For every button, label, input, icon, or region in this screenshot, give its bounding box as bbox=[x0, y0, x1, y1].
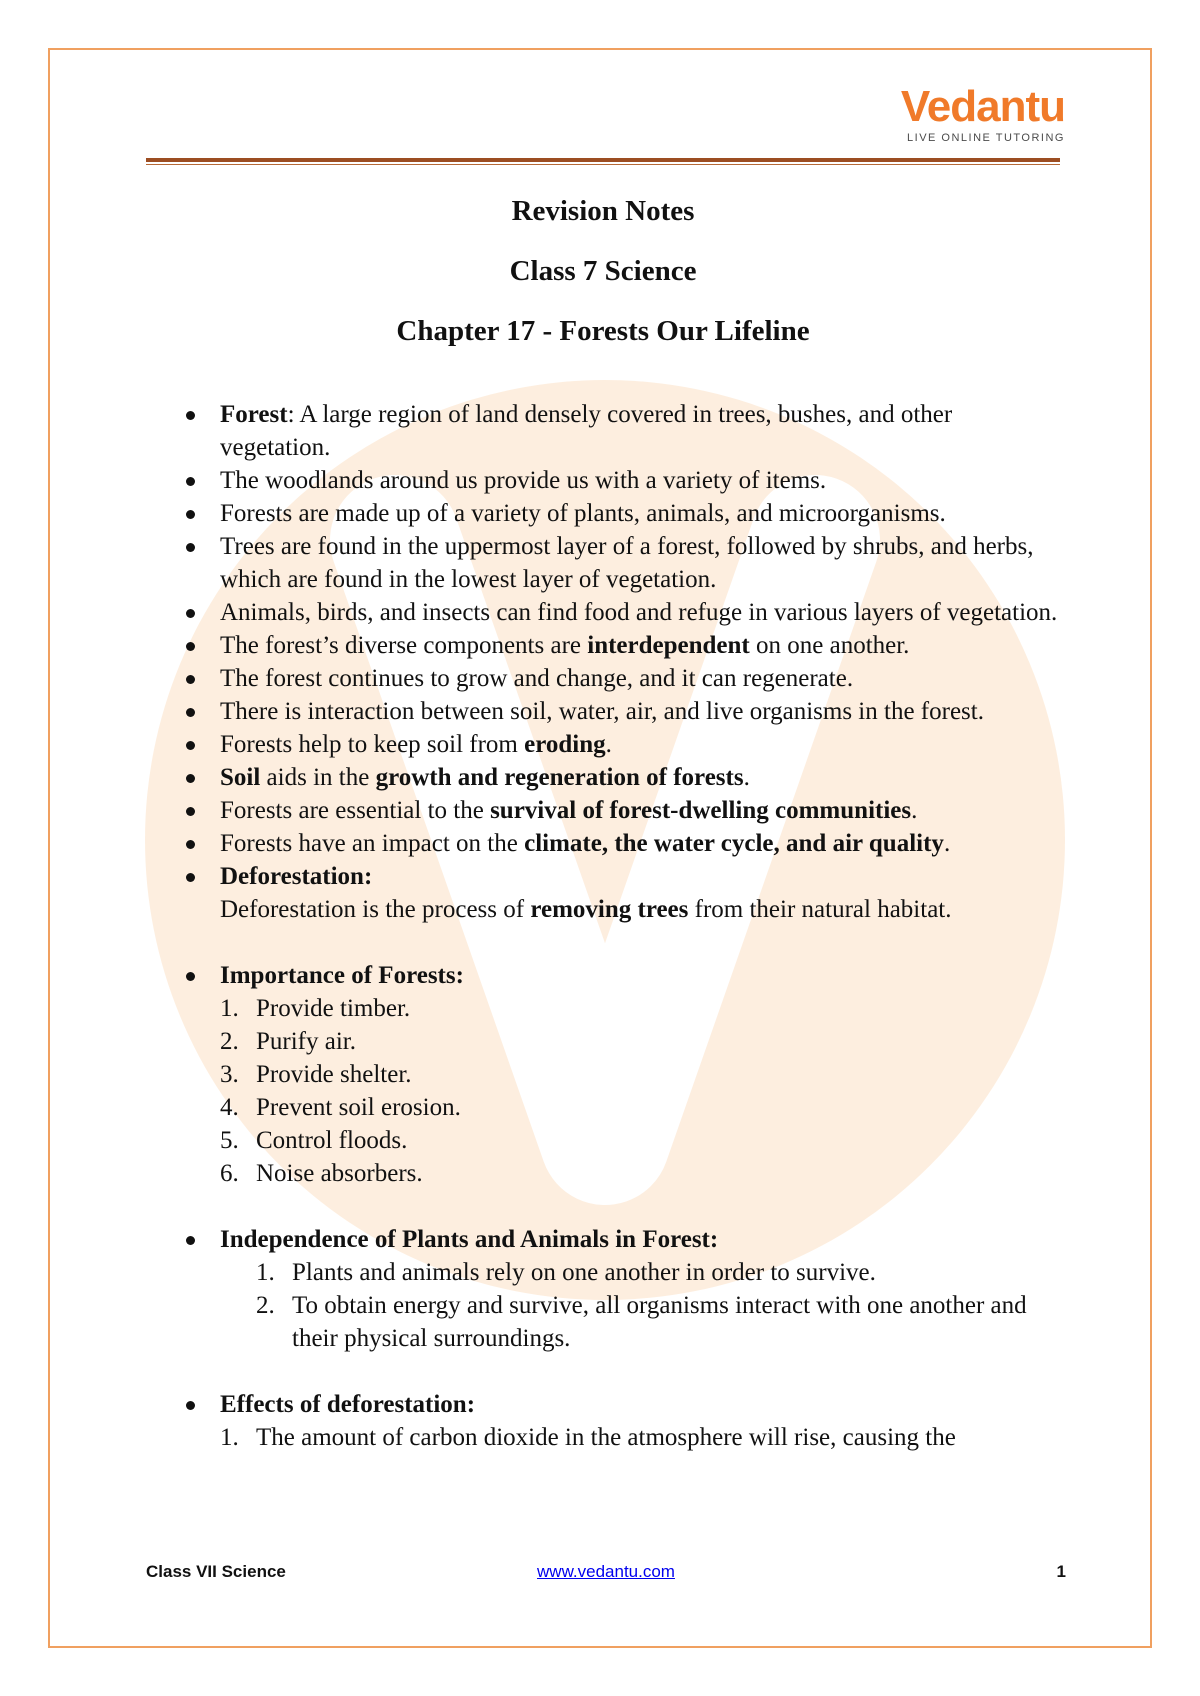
list-item: The forest’s diverse components are interdependent on one another. bbox=[178, 629, 1068, 662]
independence-list bbox=[220, 1256, 1068, 1355]
section-effects bbox=[178, 1388, 1068, 1454]
notes-content bbox=[178, 398, 1068, 1454]
list-item: The woodlands around us provide us with a variety of items. bbox=[178, 464, 1068, 497]
importance-list bbox=[220, 992, 1068, 1190]
list-item: 1. The amount of carbon dioxide in the atmosphere will rise, causing the bbox=[220, 1424, 956, 1451]
list-item: 4. Prevent soil erosion. bbox=[220, 1094, 461, 1121]
page-title: Revision Notes bbox=[511, 195, 695, 227]
logo-tagline: LIVE ONLINE TUTORING bbox=[907, 132, 1065, 144]
footer-website-link[interactable]: www.vedantu.com bbox=[537, 1562, 675, 1581]
page-number: 1 bbox=[1056, 1562, 1066, 1581]
list-item: There is interaction between soil, water, air, and live organisms in the forest. bbox=[178, 695, 1068, 728]
independence-heading: Independence of Plants and Animals in Forest: bbox=[220, 1226, 719, 1253]
page-footer bbox=[146, 1562, 1066, 1586]
footer-class-label: Class VII Science bbox=[146, 1562, 286, 1581]
list-item: 1. Provide timber. bbox=[220, 995, 411, 1022]
title-block bbox=[146, 196, 1060, 376]
list-item: 6. Noise absorbers. bbox=[220, 1160, 423, 1187]
section-importance bbox=[178, 959, 1068, 1190]
list-item: The forest continues to grow and change, and it can regenerate. bbox=[178, 662, 1068, 695]
chapter-title: Chapter 17 - Forests Our Lifeline bbox=[396, 315, 810, 347]
header-rule-thin bbox=[146, 164, 1060, 165]
class-subtitle: Class 7 Science bbox=[509, 255, 697, 287]
list-item: 5. Control floods. bbox=[220, 1127, 408, 1154]
list-item: Forests are essential to the survival of forest-dwelling communities. bbox=[178, 794, 1068, 827]
notes-list bbox=[178, 398, 1068, 1454]
deforestation-heading: Deforestation: bbox=[220, 863, 373, 890]
importance-heading: Importance of Forests: bbox=[220, 962, 464, 989]
effects-list bbox=[220, 1421, 1068, 1454]
list-item: Trees are found in the uppermost layer of a forest, followed by shrubs, and herbs, which are found in the lowest layer of vegetation. bbox=[178, 530, 1068, 596]
vedantu-logo[interactable] bbox=[890, 84, 1065, 144]
header-rule bbox=[146, 158, 1060, 162]
logo-wordmark: Vedantu bbox=[900, 82, 1065, 131]
list-item: Animals, birds, and insects can find food and refuge in various layers of vegetation. bbox=[178, 596, 1068, 629]
list-item: 3. Provide shelter. bbox=[220, 1061, 412, 1088]
list-item: 2. Purify air. bbox=[220, 1028, 356, 1055]
list-item: Forests have an impact on the climate, the water cycle, and air quality. bbox=[178, 827, 1068, 860]
list-item: 1. Plants and animals rely on one another in order to survive. bbox=[256, 1259, 876, 1286]
section-independence bbox=[178, 1223, 1068, 1355]
list-item-deforestation: Deforestation: Deforestation is the process of removing trees from their natural habitat. bbox=[178, 860, 1068, 926]
list-item: Forests help to keep soil from eroding. bbox=[178, 728, 1068, 761]
effects-heading: Effects of deforestation: bbox=[220, 1391, 476, 1418]
list-item: Soil aids in the growth and regeneration of forests. bbox=[178, 761, 1068, 794]
list-item: 2. To obtain energy and survive, all organisms interact with one another and their physical surroundings. bbox=[256, 1292, 1027, 1352]
list-item: Forest: A large region of land densely covered in trees, bushes, and other vegetation. bbox=[178, 398, 1068, 464]
list-item: Forests are made up of a variety of plants, animals, and microorganisms. bbox=[178, 497, 1068, 530]
